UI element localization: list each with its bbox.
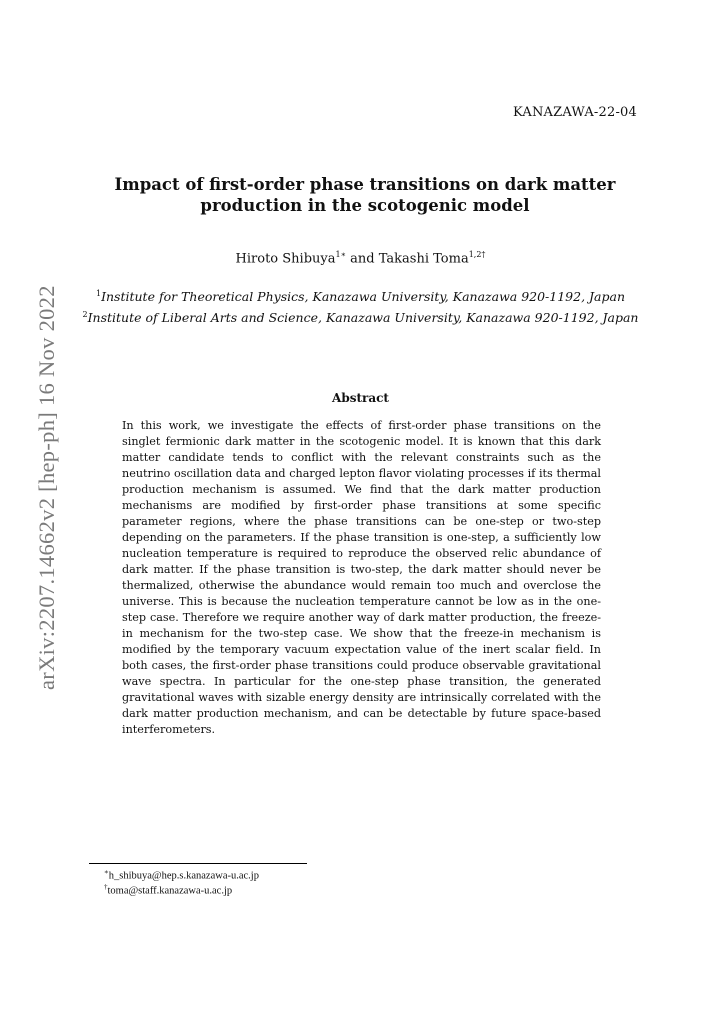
affiliation-mark: 1∗ bbox=[335, 250, 347, 259]
author-line bbox=[0, 250, 721, 266]
affiliation-text: Institute for Theoretical Physics, Kanazawa University, Kanazawa 920-1192, Japan bbox=[101, 289, 626, 305]
footnote-email[interactable] bbox=[104, 883, 232, 897]
author-name: Takashi Toma bbox=[378, 251, 469, 267]
affiliation-number: 1 bbox=[95, 289, 102, 298]
footnote-email[interactable] bbox=[104, 868, 259, 882]
report-number: KANAZAWA-22-04 bbox=[512, 105, 637, 120]
abstract-heading: Abstract bbox=[332, 391, 389, 405]
abstract-text: In this work, we investigate the effects of first-order phase transitions on the singlet fermionic dark matter in the scotogenic model. It is known that this dark matter candidate tends to conflict with the relevant constraints such as the neutrino oscillation data and charged lepton flavor violating processes if its thermal production mechanism is assumed. We find that the dark matter production mechanisms are modified by first-order phase transitions at some specific parameter regions, where the phase transitions can be one-step or two-step depending on the parameters. If the phase transition is one-step, a sufficiently low nucleation temperature is required to reproduce the observed relic abundance of dark matter. If the phase transition is two-step, the dark matter should never be thermalized, otherwise the abundance would remain too much and overclose the universe. This is because the nucleation temperature cannot be low as in the one-step case. Therefore we require another way of dark matter production, the freeze-in mechanism for the two-step case. We show that the freeze-in mechanism is modified by the temporary vacuum expectation value of the inert scalar field. In both cases, the first-order phase transitions could produce observable gravitational wave spectra. In particular for the one-step phase transition, the generated gravitational waves with sizable energy density are intrinsically correlated with the dark matter production mechanism, and can be detectable by future space-based interferometers. bbox=[122, 419, 601, 736]
footnote-mark: ∗ bbox=[104, 868, 109, 876]
affiliation bbox=[0, 289, 721, 304]
footnote-text: h_shibuya@hep.s.kanazawa-u.ac.jp bbox=[108, 870, 259, 882]
footnote-divider bbox=[89, 863, 307, 864]
affiliation-mark: 1,2† bbox=[468, 250, 486, 259]
affiliation-text: Institute of Liberal Arts and Science, Kanazawa University, Kanazawa 920-1192, Japan bbox=[87, 310, 639, 326]
affiliation bbox=[0, 310, 721, 325]
arxiv-identifier-stamp[interactable]: arXiv:2207.14662v2 [hep-ph] 16 Nov 2022 bbox=[34, 285, 59, 690]
footnote-mark: † bbox=[104, 883, 108, 891]
footnote-text: toma@staff.kanazawa-u.ac.jp bbox=[107, 885, 233, 897]
affiliation-number: 2 bbox=[82, 310, 88, 319]
author-connector: and bbox=[346, 251, 379, 267]
author-name: Hiroto Shibuya bbox=[235, 251, 336, 267]
paper-title: Impact of first-order phase transitions on dark matter production in the scotogenic model bbox=[114, 175, 616, 215]
